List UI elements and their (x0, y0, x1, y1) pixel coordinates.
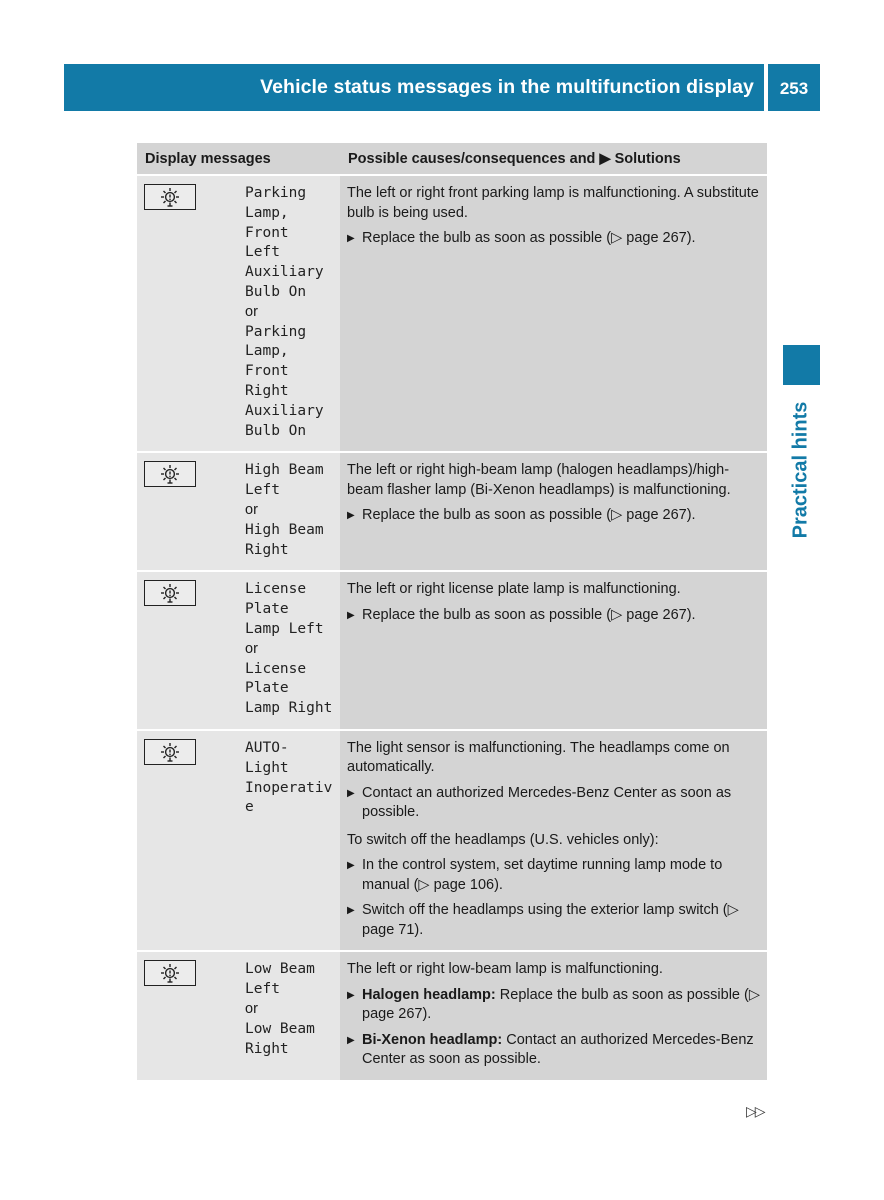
step-arrow-icon: ▶ (347, 233, 355, 244)
table-row (137, 730, 767, 952)
message-line: Parking (245, 323, 307, 340)
display-message (238, 175, 340, 452)
step-arrow-icon: ▶ (347, 609, 355, 621)
solution-step (347, 784, 760, 823)
message-line: High Beam (245, 462, 324, 479)
message-line: Plate (245, 601, 289, 618)
or-separator: or (245, 1001, 258, 1018)
cause-text: The left or right license plate lamp is malfunctioning. (347, 581, 681, 598)
or-separator: or (245, 640, 258, 657)
solution-step (347, 606, 760, 626)
step-text (362, 986, 760, 1025)
section-tab-marker (783, 345, 820, 385)
display-message (238, 951, 340, 1081)
solution-step (347, 506, 760, 526)
bulb-failure-icon (144, 461, 196, 487)
display-message (238, 571, 340, 730)
message-line: License (245, 581, 307, 598)
step-text: In the control system, set daytime running lamp mode to manual (▷ page 106). (362, 857, 723, 893)
message-line: Front (245, 224, 289, 241)
bulb-failure-icon (144, 184, 196, 210)
solution-cell (340, 730, 767, 952)
message-line: Right (245, 541, 289, 558)
table-row (137, 175, 767, 452)
icon-cell (137, 175, 238, 452)
solution-cell (340, 571, 767, 730)
table-header-row (137, 143, 767, 175)
step-text: Replace the bulb as soon as possible (▷ page 267). (362, 507, 696, 524)
message-line: Plate (245, 680, 289, 697)
solution-cell (340, 175, 767, 452)
message-line: Parking (245, 185, 307, 201)
or-separator: or (245, 303, 258, 320)
status-messages-table (137, 143, 767, 1082)
step-arrow-icon: ▶ (347, 989, 355, 1001)
step-bold-label: Bi-Xenon headlamp: (362, 1031, 503, 1048)
message-line: Bulb On (245, 283, 307, 300)
message-line: Lamp, (245, 204, 289, 221)
bulb-failure-icon (144, 739, 196, 765)
message-line: Left (245, 482, 280, 499)
message-line: Auxiliary (245, 264, 324, 281)
step-arrow-icon: ▶ (347, 905, 355, 917)
col-header-causes: Possible causes/consequences and ▶ Solutions (340, 143, 767, 175)
step-text (362, 1031, 760, 1070)
message-line: Bulb On (245, 422, 307, 439)
message-line: Inoperativ (245, 779, 333, 796)
display-message (238, 730, 340, 952)
step-arrow-icon: ▶ (347, 860, 355, 872)
step-text-rest: Contact an authorized Mercedes-Benz Center as soon as possible. (362, 1031, 754, 1068)
page-number-box (768, 64, 820, 111)
solution-cell (340, 951, 767, 1081)
step-arrow-icon: ▶ (347, 1034, 355, 1046)
message-line: Light (245, 759, 289, 776)
solution-step (347, 856, 760, 895)
message-line: Low Beam (245, 1020, 315, 1037)
message-line: Lamp Left (245, 620, 324, 637)
message-line: e (245, 799, 254, 816)
step-arrow-icon: ▶ (347, 787, 355, 799)
note-text: To switch off the headlamps (U.S. vehicles only): (347, 831, 659, 848)
bulb-failure-icon (144, 580, 196, 606)
cause-text: The light sensor is malfunctioning. The headlamps come on automatically. (347, 739, 730, 776)
message-line: Right (245, 382, 289, 399)
table-row (137, 951, 767, 1081)
message-line: Front (245, 363, 289, 380)
table-row (137, 571, 767, 730)
icon-cell (137, 730, 238, 952)
solution-step (347, 901, 760, 940)
section-label: Practical hints (789, 401, 812, 539)
solution-step (347, 986, 760, 1025)
solution-cell (340, 452, 767, 571)
page-title: Vehicle status messages in the multifunction display (260, 76, 754, 98)
message-line: License (245, 660, 307, 677)
message-line: Left (245, 244, 280, 261)
step-text: Replace the bulb as soon as possible (▷ page 267). (362, 230, 696, 246)
message-line: Auxiliary (245, 402, 324, 419)
bulb-failure-icon (144, 960, 196, 986)
cause-text: The left or right front parking lamp is malfunctioning. A substitute bulb is being used. (347, 185, 759, 221)
step-text: Contact an authorized Mercedes-Benz Center as soon as possible. (362, 784, 732, 821)
display-message (238, 452, 340, 571)
message-line: Left (245, 981, 280, 998)
continue-mark: ▷▷ (746, 1103, 764, 1119)
message-line: Right (245, 1040, 289, 1057)
step-text: Switch off the headlamps using the exterior lamp switch (▷ page 71). (362, 902, 739, 938)
solution-step (347, 229, 760, 249)
message-line: High Beam (245, 521, 324, 538)
cause-text: The left or right low-beam lamp is malfunctioning. (347, 961, 663, 978)
page-number: 253 (779, 79, 809, 98)
step-text-rest: Replace the bulb as soon as possible (▷ page 267). (362, 986, 760, 1023)
solution-step (347, 1031, 760, 1070)
message-line: Low Beam (245, 961, 315, 978)
message-line: AUTO- (245, 739, 289, 756)
header-bar (64, 64, 764, 111)
step-arrow-icon: ▶ (347, 510, 355, 522)
cause-text: The left or right high-beam lamp (halogen headlamps)/high-beam flasher lamp (Bi-Xenon headlamps) is malfunctioning. (347, 462, 731, 498)
table-row (137, 452, 767, 571)
message-line: Lamp Right (245, 700, 333, 717)
icon-cell (137, 452, 238, 571)
message-line: Lamp, (245, 343, 289, 360)
icon-cell (137, 951, 238, 1081)
step-bold-label: Halogen headlamp: (362, 986, 496, 1003)
col-header-display: Display messages (137, 143, 340, 175)
step-text: Replace the bulb as soon as possible (▷ page 267). (362, 606, 696, 623)
icon-cell (137, 571, 238, 730)
or-separator: or (245, 501, 258, 518)
